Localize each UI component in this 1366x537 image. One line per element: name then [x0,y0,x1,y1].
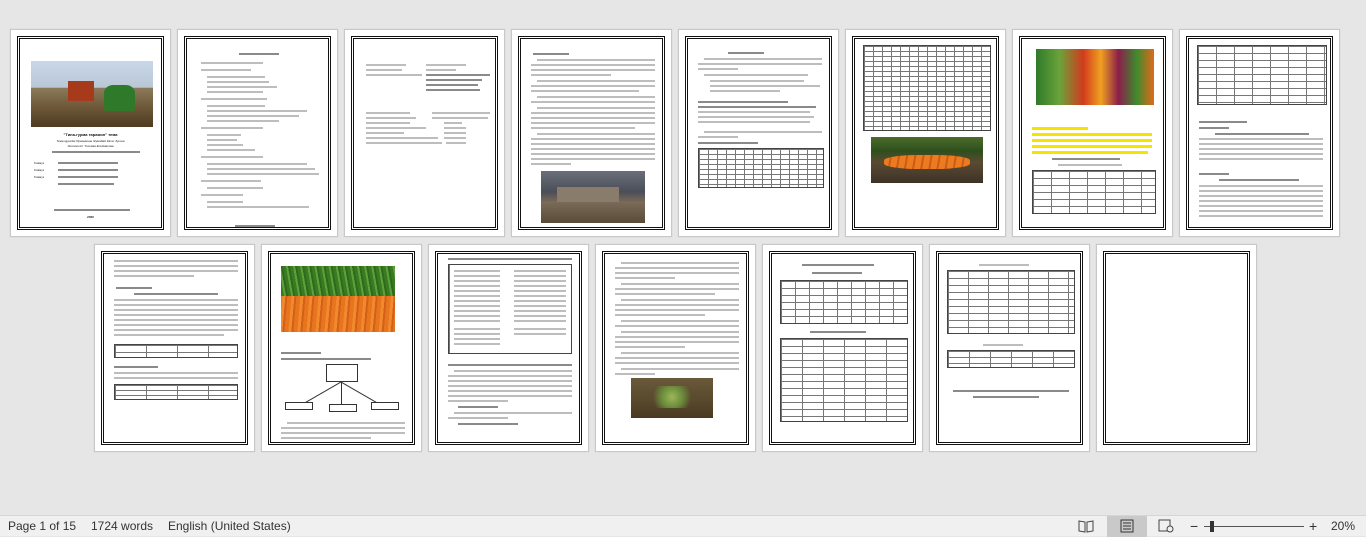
seedling-image [631,378,713,418]
data-table [1197,45,1327,105]
document-page[interactable] [1179,29,1340,237]
diagram-box-top [326,364,358,382]
status-bar [0,515,1366,536]
data-table [698,148,824,188]
document-page[interactable] [595,244,756,452]
print-layout-icon [1119,519,1135,533]
cover-title: "Тина-гурма тарамон" тема [63,132,118,137]
document-page[interactable] [1096,244,1257,452]
document-page[interactable] [929,244,1090,452]
data-table [947,350,1075,368]
zoom-in-button[interactable]: + [1309,518,1318,534]
cover-line-2: Жетекшісі: Тихиёва Есеймасова [67,144,114,148]
web-layout-icon[interactable] [1158,519,1174,533]
document-page[interactable] [428,244,589,452]
cover-footer: 2020 [87,215,94,219]
print-layout-button[interactable] [1107,516,1147,537]
vegetables-image [1036,49,1154,105]
diagram-box-middle [329,404,357,412]
diagram-box-left [285,402,313,410]
document-page[interactable] [344,29,505,237]
page-count[interactable]: Page 1 of 15 [8,519,77,533]
carrot-field-image [871,137,983,183]
data-table [863,45,991,131]
cover-line-1: Тема мұғалім:Оразымнов Жумабай Като Зуғиев [56,139,125,143]
document-page[interactable] [762,244,923,452]
document-page[interactable] [511,29,672,237]
document-page[interactable] [261,244,422,452]
data-table [1032,170,1156,214]
data-table [780,338,908,422]
read-mode-icon[interactable] [1078,519,1094,533]
diagram-box-right [371,402,399,410]
document-page[interactable] [177,29,338,237]
field-workers-image [541,171,645,223]
document-page[interactable] [845,29,1006,237]
tractor-image [31,61,153,127]
cover-name-label-3: Гоммуз [34,175,45,179]
cover-name-label-1: Гоммуз [34,161,45,165]
document-page[interactable] [678,29,839,237]
data-table [114,344,238,358]
data-table [780,280,908,324]
document-page[interactable] [1012,29,1173,237]
zoom-level[interactable]: 20% [1331,519,1356,533]
zoom-slider-thumb[interactable] [1210,521,1214,532]
document-page[interactable] [10,29,171,237]
carrots-image [281,266,395,332]
data-table [448,264,572,354]
word-count[interactable]: 1724 words [91,519,154,533]
zoom-slider[interactable] [1204,526,1304,527]
data-table [114,384,238,400]
document-page[interactable] [94,244,255,452]
language-indicator[interactable]: English (United States) [168,519,291,533]
data-table [947,270,1075,334]
cover-name-label-2: Гоммуз [34,168,45,172]
zoom-out-button[interactable]: − [1190,518,1199,534]
